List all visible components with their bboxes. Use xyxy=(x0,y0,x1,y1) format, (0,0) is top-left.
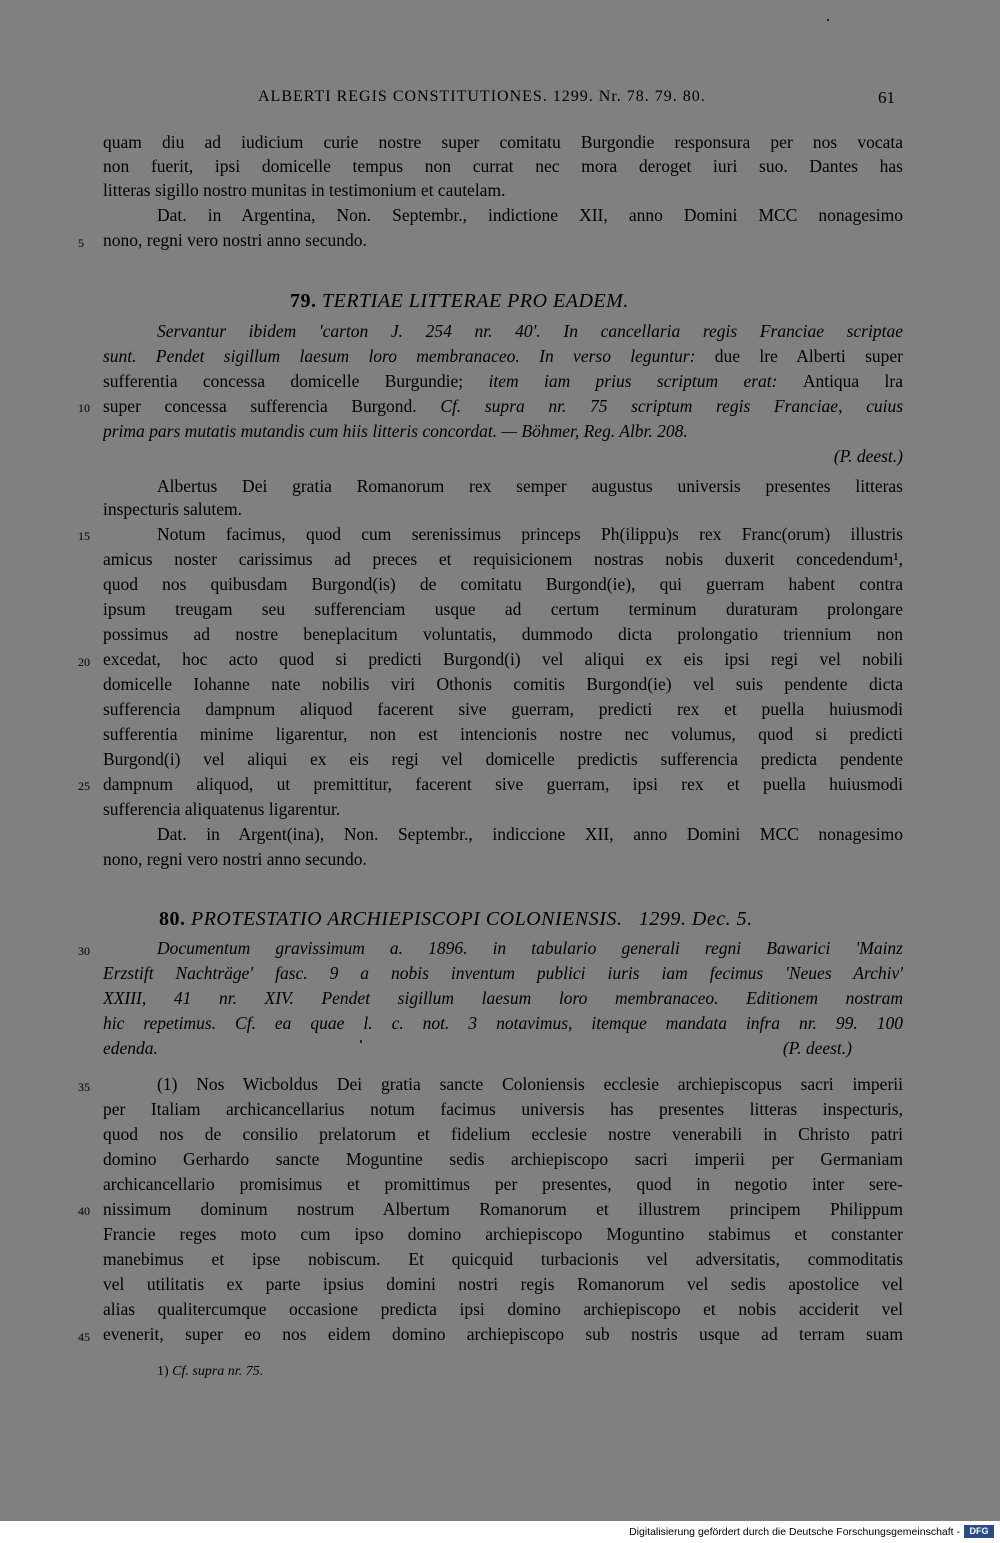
source-note: (P. deest.) xyxy=(782,1038,852,1058)
line-number: 30 xyxy=(78,944,90,958)
text-line: possimus ad nostre beneplacitum voluntatis, dummodo dicta prolongatio triennium non xyxy=(103,624,903,644)
intro-line xyxy=(103,395,903,419)
line-number: 20 xyxy=(78,655,90,669)
text-line: sufferencia dampnum aliquod facerent sive guerram, predicti rex et puella huiusmodi xyxy=(103,699,903,719)
intro-line: XXIII, 41 nr. XIV. Pendet sigillum laesum loro membranaceo. Editionem nostram xyxy=(103,988,903,1008)
text-line: dampnum aliquod, ut premittitur, facerent sive guerram, ipsi rex et puella huiusmodi xyxy=(103,774,903,794)
text-line: litteras sigillo nostro munitas in testimonium et cautelam. xyxy=(103,180,506,200)
page-number: 61 xyxy=(878,88,895,107)
text-line: Dat. in Argentina, Non. Septembr., indictione XII, anno Domini MCC nonagesimo xyxy=(157,205,903,225)
intro-line xyxy=(103,420,903,444)
intro-segment: sunt. Pendet sigillum laesum loro membranaceo. In verso leguntur: xyxy=(103,346,715,366)
footnote-mark: 1) xyxy=(157,1364,169,1379)
text-line: Albertus Dei gratia Romanorum rex semper augustus universis presentes litteras xyxy=(157,476,903,496)
section-80-number: 80. xyxy=(159,908,186,930)
footnote-text: Cf. supra nr. 75. xyxy=(172,1364,264,1379)
text-line: manebimus et ipse nobiscum. Et quicquid turbacionis vel adversitatis, commoditatis xyxy=(103,1249,903,1269)
line-number: 10 xyxy=(78,401,90,415)
text-line: nono, regni vero nostri anno secundo. xyxy=(103,849,367,869)
text-line: domicelle Iohanne nate nobilis viri Othonis comitis Burgond(ie) vel suis pendente dicta xyxy=(103,674,903,694)
text-line: non fuerit, ipsi domicelle tempus non currat nec mora deroget iuri suo. Dantes has xyxy=(103,156,903,176)
text-line: amicus noster carissimus ad preces et requisicionem nostras nobis duxerit concedendum¹, xyxy=(103,549,903,569)
scan-speck xyxy=(360,1040,362,1043)
line-number: 45 xyxy=(78,1330,90,1344)
section-80-date: 1299. Dec. 5. xyxy=(638,908,753,930)
line-number: 25 xyxy=(78,779,90,793)
line-number: 15 xyxy=(78,529,90,543)
intro-line: Erzstift Nachträge' fasc. 9 a nobis inventum publici iuris iam fecimus 'Neues Archiv' xyxy=(103,963,903,983)
intro-line: hic repetimus. Cf. ea quae l. c. not. 3 notavimus, itemque mandata infra nr. 99. 100 xyxy=(103,1013,903,1033)
source-note: (P. deest.) xyxy=(833,446,903,466)
intro-line xyxy=(103,345,903,369)
text-line: nissimum dominum nostrum Albertum Romanorum et illustrem principem Philippum xyxy=(103,1199,903,1219)
section-79-heading xyxy=(290,290,629,313)
intro-segment: super concessa sufferencia Burgond. xyxy=(103,396,441,416)
intro-line: Documentum gravissimum a. 1896. in tabulario generali regni Bawarici 'Mainz xyxy=(157,938,903,958)
line-number: 40 xyxy=(78,1204,90,1218)
text-line: quod nos de consilio prelatorum et fidelium ecclesie nostre venerabili in Christo patri xyxy=(103,1124,903,1144)
text-line: Dat. in Argent(ina), Non. Septembr., indiccione XII, anno Domini MCC nonagesimo xyxy=(157,824,903,844)
intro-segment: Antiqua lra xyxy=(802,371,903,391)
text-line: Burgond(i) vel aliqui ex eis regi vel domicelle predictis sufferencia predicta pendente xyxy=(103,749,903,769)
dfg-logo: DFG xyxy=(964,1525,994,1538)
text-line: archicancellario promisimus et promittimus per presentes, quod in negotio inter sere- xyxy=(103,1174,903,1194)
line-number: 35 xyxy=(78,1080,90,1094)
running-header: ALBERTI REGIS CONSTITUTIONES. 1299. Nr. 78. 79. 80. xyxy=(258,88,706,105)
text-line: per Italiam archicancellarius notum facimus universis has presentes litteras inspecturis, xyxy=(103,1099,903,1119)
text-line: alias qualitercumque occasione predicta ipsi domino archiepiscopo et nobis acciderit vel xyxy=(103,1299,903,1319)
intro-segment: prima pars mutatis mutandis cum hiis litteris concordat. — Böhmer, Reg. Albr. 208. xyxy=(103,421,688,441)
text-line: inspecturis salutem. xyxy=(103,499,243,519)
intro-line: edenda. xyxy=(103,1038,158,1058)
footnote xyxy=(157,1364,263,1380)
section-80-heading xyxy=(159,908,753,931)
intro-segment: sufferentia concessa domicelle Burgundie; xyxy=(103,371,489,391)
digitization-footer xyxy=(0,1521,1000,1543)
line-number: 5 xyxy=(78,236,84,250)
intro-line xyxy=(103,370,903,394)
intro-segment: Servantur ibidem 'carton J. 254 nr. 40'. In cancellaria regis Franciae scriptae xyxy=(157,321,903,341)
footer-credit: Digitalisierung gefördert durch die Deutsche Forschungsgemeinschaft - xyxy=(629,1526,960,1538)
text-line: quod nos quibusdam Burgond(is) de comitatu Burgond(ie), qui guerram habent contra xyxy=(103,574,903,594)
section-79-number: 79. xyxy=(290,290,317,312)
text-line: sufferentia minime ligarentur, non est intencionis nostre nec volumus, quod si predicti xyxy=(103,724,903,744)
text-line: nono, regni vero nostri anno secundo. xyxy=(103,230,367,250)
text-line: ipsum treugam seu sufferenciam usque ad certum terminum duraturam prolongare xyxy=(103,599,903,619)
text-line: quam diu ad iudicium curie nostre super comitatu Burgondie responsura per nos vocata xyxy=(103,132,903,152)
scan-speck xyxy=(827,19,829,21)
intro-segment: Cf. supra nr. 75 scriptum regis Franciae, cuius xyxy=(440,396,903,416)
section-80-title: PROTESTATIO ARCHIEPISCOPI COLONIENSIS. xyxy=(191,908,623,930)
intro-segment: item iam prius scriptum erat: xyxy=(488,371,803,391)
intro-segment: due lre Alberti super xyxy=(714,346,903,366)
intro-line xyxy=(157,320,903,344)
text-line: (1) Nos Wicboldus Dei gratia sancte Coloniensis ecclesie archiepiscopus sacri imperii xyxy=(157,1074,903,1094)
text-line: sufferencia aliquatenus ligarentur. xyxy=(103,799,341,819)
text-line: evenerit, super eo nos eidem domino archiepiscopo sub nostris usque ad terram suam xyxy=(103,1324,903,1344)
text-line: Francie reges moto cum ipso domino archiepiscopo Moguntino stabimus et constanter xyxy=(103,1224,903,1244)
section-79-title: TERTIAE LITTERAE PRO EADEM. xyxy=(322,290,629,312)
text-line: Notum facimus, quod cum serenissimus princeps Ph(ilippu)s rex Franc(orum) illustris xyxy=(157,524,903,544)
text-line: domino Gerhardo sancte Moguntine sedis archiepiscopo sacri imperii per Germaniam xyxy=(103,1149,903,1169)
text-line: excedat, hoc acto quod si predicti Burgond(i) vel aliqui ex eis ipsi regi vel nobili xyxy=(103,649,903,669)
text-line: vel utilitatis ex parte ipsius domini nostri regis Romanorum vel sedis apostolice vel xyxy=(103,1274,903,1294)
